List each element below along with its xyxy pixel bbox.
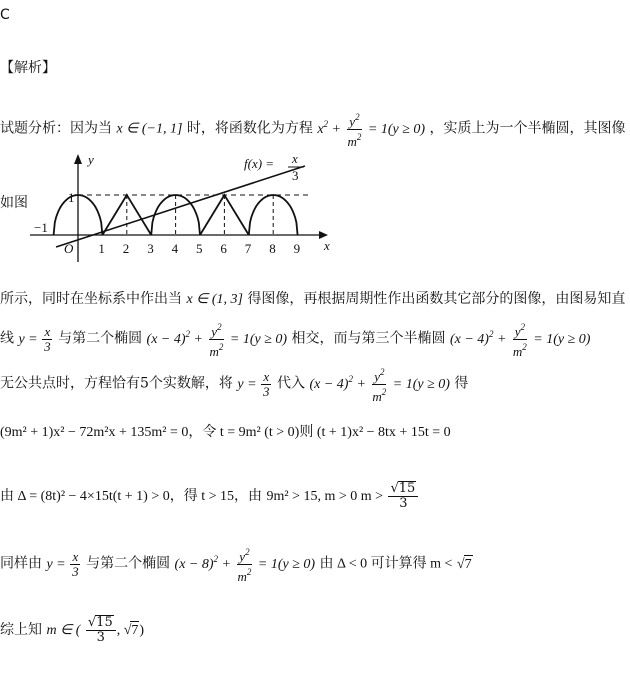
para2-text2: 得图像，再根据周期性作出函数其它部分的图像，由图易知直: [247, 291, 626, 307]
conclusion-line: 综上知 m ∈ ( $\frac{√15}{3}$ , √7): [0, 615, 145, 645]
intro-label: 试题分析：因为当: [0, 120, 112, 137]
conclusion-prefix: 综上知: [0, 622, 42, 638]
denominator-3: 3: [399, 496, 408, 511]
intro-end: ，实质上为一个半椭圆，其图像: [429, 120, 626, 137]
x-tick-label-7: 7: [244, 241, 252, 256]
x-tick-label-2: 2: [122, 241, 130, 256]
para2-text8: 得: [454, 375, 469, 392]
see-figure-label: 如图: [0, 195, 28, 211]
equation-1: (9m² + 1)x² − 72m²x + 135m² = 0，令 t = 9m² (t > 0)则 (t + 1)x² − 8tx + 15t = 0: [0, 425, 451, 440]
y-axis-arrow: [74, 154, 82, 164]
half-ellipse-3: [249, 195, 298, 235]
x-tick-label-8: 8: [269, 241, 276, 256]
delta-mid: 9m² > 15, m > 0 m >: [266, 489, 384, 504]
para2-line-3: 无公共点时，方程恰有5个实数解，将 y = $\frac{x}{3}$ 代入 $(x - 4)^2$ + $\frac{y^2}{m^2}$ = 1(y ≥ 0) 得: [0, 367, 469, 404]
neg-tick-label: −1: [34, 220, 48, 235]
x-tick-label-3: 3: [147, 241, 154, 256]
para2-text3: 线: [0, 330, 14, 347]
x-tick-label-9: 9: [293, 241, 301, 256]
x-tick-label-4: 4: [171, 241, 179, 256]
delta-line: 由 Δ = (8t)² − 4×15t(t + 1) > 0，得 t > 15，由 9m² > 15, m > 0 m > $\frac{√15}{3}$: [0, 481, 419, 511]
para2-text7: 代入: [276, 375, 305, 392]
para2-text6: 无公共点时，方程恰有5个实数解，将: [0, 375, 233, 392]
similar-end: 由 Δ < 0 可计算得 m <: [319, 556, 453, 572]
triangle-piece-2: [200, 195, 249, 235]
similar-mid: 与第二个椭圆: [86, 555, 171, 572]
function-label-num: x: [292, 151, 298, 166]
para2-line-2: 线 y = $\frac{x}{3}$ 与第二个椭圆 $(x - 4)^2$ + $\frac{y^2}{m^2}$ = 1(y ≥ 0) 相交，而与第三个半椭圆 $(x - 4)^2$ + $\frac{y^2}{m^2}$ = 1(y ≥ 0): [0, 322, 591, 359]
origin-label: O: [64, 241, 74, 256]
y-tick-label: 1: [68, 190, 75, 205]
para2-text5: 相交，而与第三个半椭圆: [291, 330, 446, 347]
x-tick-label-5: 5: [196, 241, 203, 256]
x-tick-label-1: 1: [98, 241, 105, 256]
section-title: 【解析】: [0, 60, 56, 76]
sqrt-7: 7: [464, 556, 472, 572]
domain-2: x ∈ (1, 3]: [186, 292, 243, 307]
function-label: f(x) =: [244, 156, 275, 171]
ellipse-equation-1: $x^2$ + $\frac{y^2}{m^2}$ = 1(y ≥ 0): [317, 112, 426, 149]
answer-letter: C: [0, 7, 10, 23]
delta-prefix: 由 Δ = (8t)² − 4×15t(t + 1) > 0，得 t > 15，由: [0, 489, 263, 504]
sqrt-15: 15: [398, 481, 416, 496]
conclusion-m: m ∈ (: [46, 623, 81, 638]
domain-1: x ∈ (−1, 1]: [116, 121, 183, 137]
para2-text4: 与第二个椭圆: [58, 330, 143, 347]
para2-text1: 所示，同时在坐标系中作出当: [0, 291, 182, 307]
x-tick-label-6: 6: [220, 241, 227, 256]
ellipse-equation-3: $(x - 4)^2$ + $\frac{y^2}{m^2}$ = 1(y ≥ 0): [449, 322, 591, 359]
similar-line: 同样由 y = $\frac{x}{3}$ 与第二个椭圆 $(x - 8)^2$ + $\frac{y^2}{m^2}$ = 1(y ≥ 0) 由 Δ < 0 可计算得 m < √7: [0, 547, 472, 584]
function-graph: [30, 150, 340, 265]
half-ellipse-2: [151, 195, 200, 235]
analysis-line-1: [0, 110, 626, 149]
ellipse-equation-2: $(x - 4)^2$ + $\frac{y^2}{m^2}$ = 1(y ≥ 0): [146, 322, 288, 359]
para2-line-1: [0, 290, 625, 309]
similar-prefix: 同样由: [0, 555, 42, 572]
y-axis-label: y: [88, 152, 94, 167]
function-label-den: 3: [292, 168, 299, 183]
x-axis-label: x: [324, 238, 330, 253]
intro-mid: 时，将函数化为方程: [186, 120, 313, 137]
